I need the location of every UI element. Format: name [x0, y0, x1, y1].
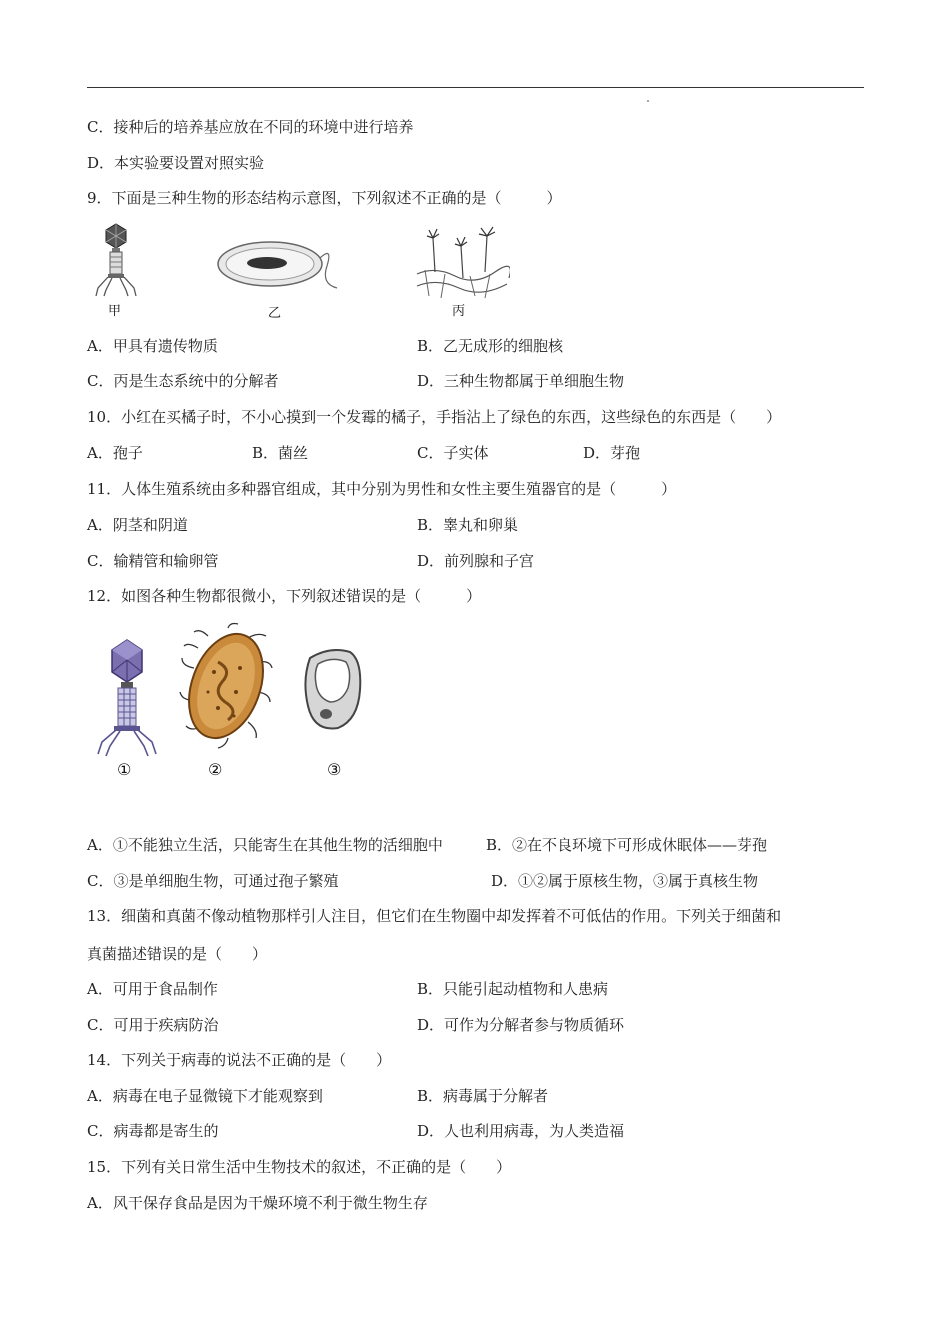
q13-stem-line2: 真菌描述错误的是（ ）: [87, 945, 268, 963]
q13-option-c: C．可用于疾病防治: [87, 1016, 219, 1034]
q11-option-c: C．输精管和输卵管: [87, 552, 219, 570]
q13-stem-line1: 13．细菌和真菌不像动植物那样引人注目，但它们在生物圈中却发挥着不可低估的作用。下列关于细菌和: [87, 907, 782, 925]
q12-bacterium-figure: [178, 622, 274, 750]
q14-option-a: A．病毒在电子显微镜下才能观察到: [87, 1087, 323, 1105]
q9-label-jia: 甲: [108, 304, 122, 319]
q14-option-d: D．人也利用病毒，为人类造福: [417, 1122, 625, 1140]
q12-option-b: B．②在不良环境下可形成休眠体——芽孢: [486, 836, 768, 854]
q9-stem: 9．下面是三种生物的形态结构示意图，下列叙述不正确的是（ ）: [87, 189, 562, 207]
q9-bacterium-figure: [215, 236, 345, 296]
q9-mold-figure: [415, 226, 510, 302]
q15-stem: 15．下列有关日常生活中生物技术的叙述，不正确的是（ ）: [87, 1158, 512, 1176]
header-rule: [87, 87, 864, 88]
q10-option-c: C．子实体: [417, 444, 489, 462]
q14-option-c: C．病毒都是寄生的: [87, 1122, 219, 1140]
q10-option-b: B．菌丝: [252, 444, 309, 462]
q9-option-a: A．甲具有遗传物质: [87, 337, 218, 355]
q12-option-d: D．①②属于原核生物，③属于真核生物: [491, 872, 759, 890]
header-dot: [647, 100, 649, 102]
q12-label-1: ①: [117, 760, 132, 779]
q15-option-a: A．风干保存食品是因为干燥环境不利于微生物生存: [87, 1194, 428, 1212]
q12-phage-figure: [94, 636, 160, 758]
q13-option-a: A．可用于食品制作: [87, 980, 218, 998]
q13-option-d: D．可作为分解者参与物质循环: [417, 1016, 625, 1034]
q9-label-yi: 乙: [268, 306, 282, 321]
q11-option-d: D．前列腺和子宫: [417, 552, 535, 570]
q13-option-b: B．只能引起动植物和人患病: [417, 980, 609, 998]
q14-option-b: B．病毒属于分解者: [417, 1087, 549, 1105]
q11-option-b: B．睾丸和卵巢: [417, 516, 519, 534]
q9-option-b: B．乙无成形的细胞核: [417, 337, 564, 355]
q10-stem: 10．小红在买橘子时，不小心摸到一个发霉的橘子，手指沾上了绿色的东西，这些绿色的东西是（ ）: [87, 408, 782, 426]
q12-label-3: ③: [327, 760, 342, 779]
q12-stem: 12．如图各种生物都很微小，下列叙述错误的是（ ）: [87, 587, 482, 605]
q11-option-a: A．阴茎和阴道: [87, 516, 188, 534]
q9-option-c: C．丙是生态系统中的分解者: [87, 372, 279, 390]
q12-option-c: C．③是单细胞生物，可通过孢子繁殖: [87, 872, 339, 890]
q12-option-a: A．①不能独立生活，只能寄生在其他生物的活细胞中: [87, 836, 443, 854]
q10-option-a: A．孢子: [87, 444, 143, 462]
q8-option-c: C．接种后的培养基应放在不同的环境中进行培养: [87, 118, 414, 136]
q12-yeast-figure: [300, 646, 366, 734]
q8-option-d: D．本实验要设置对照实验: [87, 154, 265, 172]
q9-virus-figure: [92, 222, 142, 298]
q12-label-2: ②: [208, 760, 223, 779]
q11-stem: 11．人体生殖系统由多种器官组成，其中分别为男性和女性主要生殖器官的是（ ）: [87, 480, 677, 498]
q9-option-d: D．三种生物都属于单细胞生物: [417, 372, 625, 390]
q14-stem: 14．下列关于病毒的说法不正确的是（ ）: [87, 1051, 392, 1069]
q10-option-d: D．芽孢: [583, 444, 641, 462]
q9-label-bing: 丙: [452, 304, 466, 319]
